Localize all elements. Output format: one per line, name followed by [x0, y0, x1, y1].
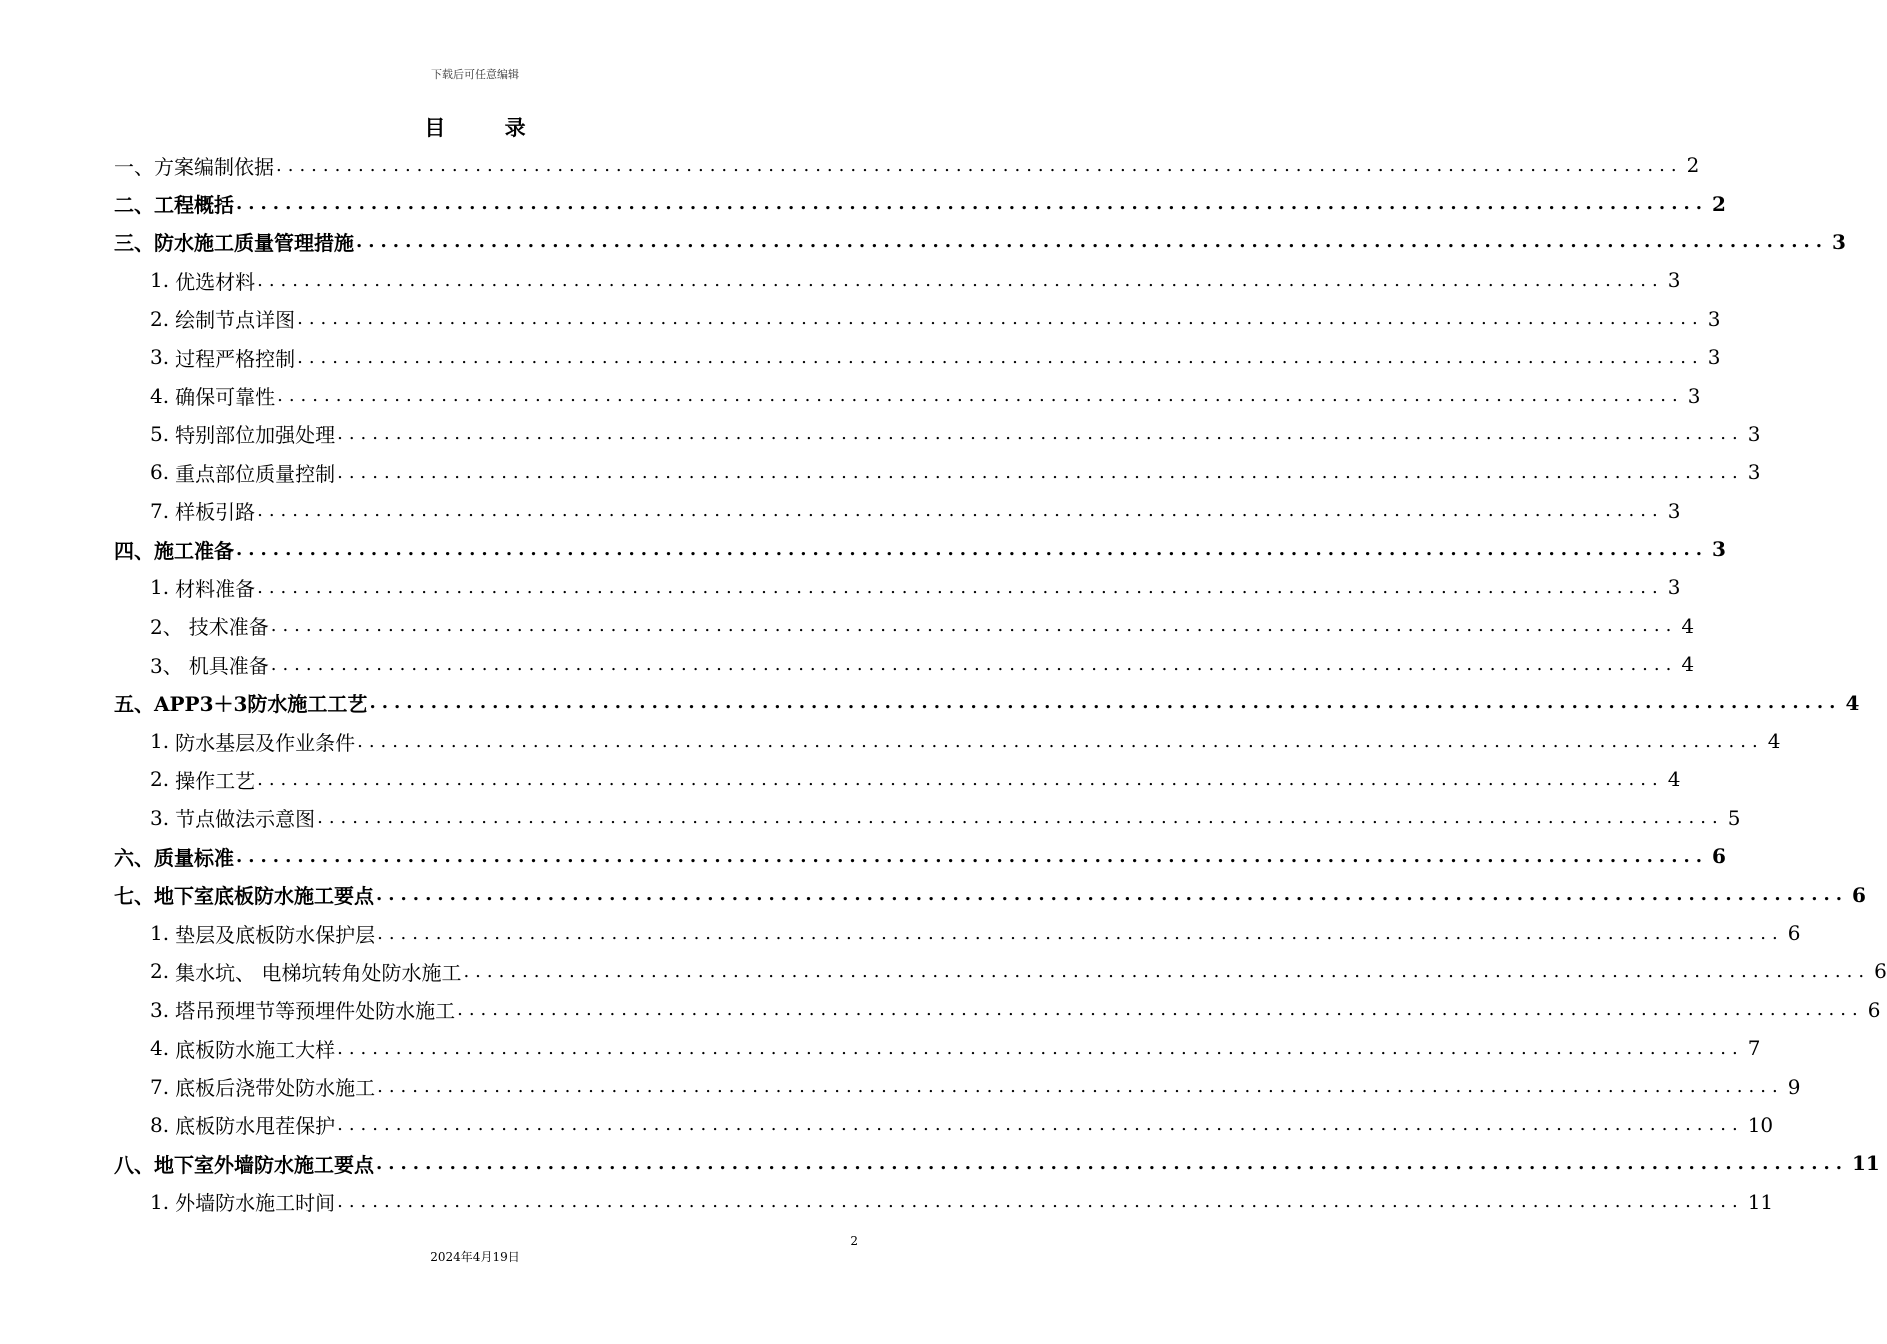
- toc-entry-page: 9: [1787, 1074, 1801, 1099]
- toc-entry-number: 3.: [150, 345, 170, 370]
- toc-entry-label: 防水施工质量管理措施: [154, 231, 354, 256]
- toc-entry-number: 七、: [114, 884, 154, 909]
- toc-entry-page: 2: [1686, 153, 1700, 178]
- toc-entry-label: 优选材料: [175, 269, 256, 294]
- toc-entry[interactable]: [114, 760, 1681, 798]
- toc-dot-leader: ........................................................................................................................: [337, 1191, 1744, 1213]
- toc-entry[interactable]: [114, 300, 1721, 338]
- toc-dot-leader: ........................................................................................................................: [277, 385, 1684, 407]
- toc-entry-page: 4: [1681, 652, 1695, 677]
- toc-entry-number: 1.: [150, 921, 170, 945]
- toc-entry-number: 3、: [150, 653, 183, 678]
- toc-entry-number: 2.: [150, 767, 170, 792]
- toc-entry-label: 防水基层及作业条件: [175, 730, 356, 755]
- toc-entry-page: 6: [1867, 997, 1881, 1022]
- toc-entry-page: 3: [1667, 268, 1681, 293]
- toc-entry-label: 重点部位质量控制: [175, 461, 336, 486]
- toc-entry-number: 8.: [150, 1112, 170, 1137]
- toc-entry[interactable]: [114, 415, 1761, 453]
- toc-entry[interactable]: [114, 1106, 1774, 1144]
- toc-entry[interactable]: [114, 1067, 1801, 1105]
- toc-dot-leader: ........................................................................................................................: [270, 615, 1678, 637]
- toc-entry-number: 3.: [150, 997, 170, 1022]
- toc-entry[interactable]: [114, 914, 1801, 952]
- toc-entry-page: 4: [1681, 613, 1695, 638]
- toc-dot-leader: ........................................................................................................................: [377, 922, 1784, 944]
- toc-entry-page: 4: [1767, 729, 1781, 754]
- toc-entry[interactable]: [114, 1029, 1761, 1067]
- toc-dot-leader: ........................................................................................................................: [356, 231, 1828, 253]
- toc-entry-number: 2.: [150, 959, 170, 984]
- toc-entry-label: 外墙防水施工时间: [175, 1191, 336, 1216]
- toc-entry-number: 四、: [114, 538, 154, 563]
- toc-entry-page: 4: [1667, 767, 1681, 792]
- toc-entry[interactable]: [114, 722, 1781, 760]
- toc-dot-leader: ........................................................................................................................: [257, 269, 1664, 291]
- toc-dot-leader: ........................................................................................................................: [337, 1114, 1744, 1136]
- toc-dot-leader: ........................................................................................................................: [337, 461, 1744, 483]
- toc-entry-page: 5: [1727, 805, 1741, 830]
- toc-entry-number: 2.: [150, 306, 170, 331]
- toc-dot-leader: ........................................................................................................................: [337, 423, 1744, 445]
- toc-title: 目 录: [424, 115, 552, 140]
- toc-entry-page: 7: [1747, 1036, 1761, 1061]
- toc-entry-label: 特别部位加强处理: [175, 423, 336, 448]
- toc-entry-page: 3: [1707, 345, 1721, 370]
- toc-entry-label: 施工准备: [154, 538, 234, 563]
- toc-entry-number: 二、: [114, 193, 154, 218]
- toc-entry-label: 方案编制依据: [154, 154, 274, 179]
- toc-entry-label: 技术准备: [188, 615, 269, 640]
- toc-entry-page: 2: [1712, 191, 1726, 216]
- page-footer-date: 2024年4月19日: [430, 1250, 520, 1264]
- toc-dot-leader: ........................................................................................................................: [276, 154, 1683, 176]
- toc-entry-number: 1.: [150, 1189, 170, 1214]
- toc-entry-page: 4: [1845, 690, 1860, 715]
- toc-entry-page: 6: [1787, 921, 1801, 945]
- toc-entry-label: 样板引路: [175, 500, 256, 525]
- toc-entry-label: 塔吊预埋节等预埋件处防水施工: [175, 999, 456, 1024]
- toc-dot-leader: ........................................................................................................................: [376, 884, 1848, 906]
- toc-entry[interactable]: [114, 1144, 1880, 1182]
- toc-entry-label: 机具准备: [188, 653, 269, 678]
- toc-entry-label: 底板防水甩茬保护: [175, 1114, 336, 1139]
- toc-entry[interactable]: [114, 376, 1701, 414]
- toc-dot-leader: ........................................................................................................................: [377, 1076, 1784, 1098]
- toc-entry-label: 底板防水施工大样: [175, 1037, 336, 1062]
- toc-entry-number: 6.: [150, 460, 170, 485]
- page-header: 下载后可任意编辑: [431, 68, 519, 81]
- toc-entry-page: 3: [1667, 575, 1681, 600]
- toc-entry-page: 3: [1747, 460, 1761, 485]
- toc-entry[interactable]: [114, 1183, 1774, 1221]
- toc-entry-page: 10: [1747, 1112, 1774, 1137]
- toc-entry[interactable]: [114, 683, 1860, 721]
- toc-entry[interactable]: [114, 568, 1681, 606]
- toc-entry[interactable]: [114, 952, 1887, 990]
- toc-entry[interactable]: [114, 146, 1700, 184]
- toc-entry-label: 集水坑、 电梯坑转角处防水施工: [175, 960, 462, 985]
- toc-dot-leader: ........................................................................................................................: [236, 193, 1708, 215]
- toc-entry-label: 垫层及底板防水保护层: [175, 922, 376, 947]
- toc-entry-label: 工程概括: [154, 193, 234, 218]
- toc-entry-number: 六、: [114, 845, 154, 870]
- toc-entry[interactable]: [114, 991, 1881, 1029]
- toc-entry-label: 底板后浇带处防水施工: [175, 1076, 376, 1101]
- toc-dot-leader: ........................................................................................................................: [236, 845, 1708, 867]
- toc-entry-page: 3: [1707, 306, 1721, 331]
- toc-entry-number: 1.: [150, 268, 170, 293]
- toc-entry-label: 确保可靠性: [175, 385, 276, 410]
- toc-entry[interactable]: [114, 837, 1726, 875]
- toc-entry[interactable]: [114, 530, 1726, 568]
- toc-entry-label: APP3＋3防水施工工艺: [154, 692, 368, 717]
- toc-entry-number: 3.: [150, 805, 170, 830]
- toc-dot-leader: ........................................................................................................................: [337, 1037, 1744, 1059]
- toc-entry-number: 7.: [150, 1074, 170, 1099]
- toc-entry-label: 地下室外墙防水施工要点: [154, 1152, 374, 1177]
- toc-entry-label: 材料准备: [175, 576, 256, 601]
- toc-entry[interactable]: [114, 875, 1866, 913]
- toc-dot-leader: ........................................................................................................................: [257, 768, 1664, 790]
- toc-entry-number: 五、: [114, 692, 154, 717]
- toc-entry-label: 过程严格控制: [175, 346, 296, 371]
- toc-dot-leader: ........................................................................................................................: [463, 960, 1871, 982]
- toc-entry-page: 3: [1712, 537, 1726, 562]
- toc-entry-label: 质量标准: [154, 845, 234, 870]
- table-of-contents: [114, 146, 1887, 1221]
- toc-dot-leader: ........................................................................................................................: [376, 1152, 1848, 1174]
- toc-entry-page: 11: [1852, 1151, 1880, 1176]
- toc-dot-leader: ........................................................................................................................: [270, 653, 1678, 675]
- toc-entry-label: 绘制节点详图: [175, 308, 296, 333]
- toc-entry-number: 八、: [114, 1152, 154, 1177]
- toc-entry-number: 1.: [150, 729, 170, 754]
- toc-entry-page: 11: [1747, 1189, 1774, 1214]
- toc-entry-number: 2、: [150, 615, 183, 640]
- toc-dot-leader: ........................................................................................................................: [369, 692, 1842, 714]
- toc-entry[interactable]: [114, 338, 1721, 376]
- toc-entry-page: 6: [1874, 959, 1887, 984]
- toc-entry[interactable]: [114, 223, 1846, 261]
- toc-entry-label: 地下室底板防水施工要点: [154, 884, 374, 909]
- toc-dot-leader: ........................................................................................................................: [317, 807, 1724, 829]
- toc-entry-label: 节点做法示意图: [175, 807, 316, 832]
- toc-entry-number: 4.: [150, 383, 170, 408]
- toc-entry-number: 一、: [114, 154, 154, 179]
- toc-entry-number: 5.: [150, 421, 170, 446]
- toc-entry-page: 6: [1712, 844, 1726, 869]
- toc-entry[interactable]: [114, 261, 1681, 299]
- toc-entry-number: 4.: [150, 1036, 170, 1061]
- toc-entry-number: 7.: [150, 498, 170, 523]
- toc-dot-leader: ........................................................................................................................: [297, 346, 1704, 368]
- toc-entry-number: 1.: [150, 575, 170, 600]
- toc-entry-page: 3: [1832, 229, 1846, 254]
- toc-dot-leader: ........................................................................................................................: [297, 308, 1704, 330]
- toc-entry-page: 3: [1687, 383, 1701, 408]
- toc-entry[interactable]: [114, 184, 1726, 222]
- toc-entry[interactable]: [114, 453, 1761, 491]
- page-number: 2: [850, 1234, 858, 1248]
- toc-entry-number: 三、: [114, 231, 154, 256]
- toc-dot-leader: ........................................................................................................................: [257, 576, 1664, 598]
- toc-entry-page: 3: [1667, 498, 1681, 523]
- toc-entry-label: 操作工艺: [175, 768, 256, 793]
- toc-entry[interactable]: [114, 607, 1695, 645]
- toc-entry[interactable]: [114, 799, 1741, 837]
- toc-entry-page: 6: [1852, 882, 1866, 907]
- toc-dot-leader: ........................................................................................................................: [357, 730, 1764, 752]
- toc-entry-page: 3: [1747, 421, 1761, 446]
- toc-entry[interactable]: [114, 492, 1681, 530]
- toc-dot-leader: ........................................................................................................................: [257, 500, 1664, 522]
- toc-dot-leader: ........................................................................................................................: [457, 999, 1864, 1021]
- toc-entry[interactable]: [114, 645, 1695, 683]
- toc-dot-leader: ........................................................................................................................: [236, 538, 1708, 560]
